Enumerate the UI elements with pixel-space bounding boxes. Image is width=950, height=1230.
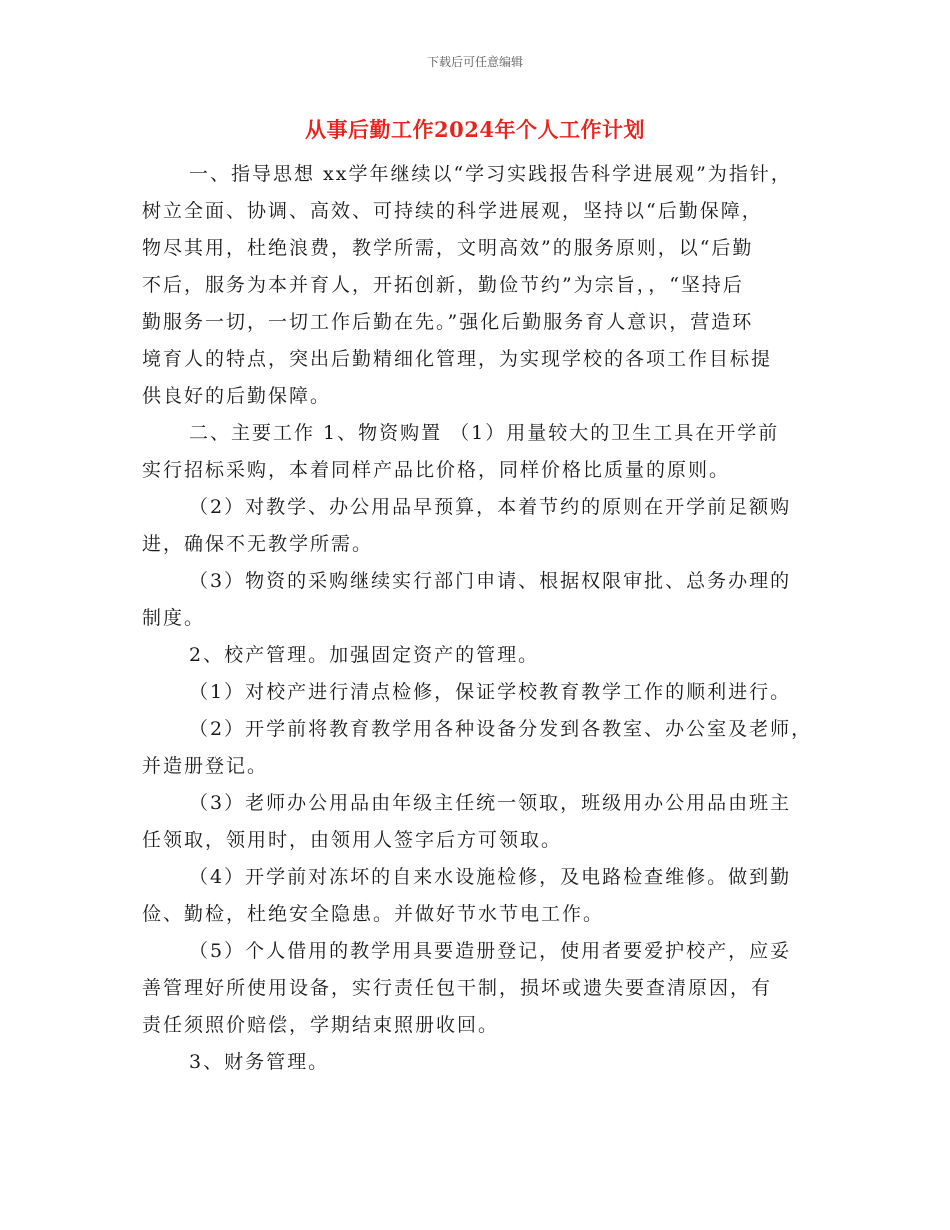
text-line: 勤服务一切，一切工作后勤在先。”强化后勤服务育人意识，营造环 (142, 311, 754, 333)
text-line: 实行招标采购，本着同样产品比价格，同样价格比质量的原则。 (142, 459, 731, 481)
text-line: （3）物资的采购继续实行部门申请、根据权限审批、总务办理的 (189, 570, 792, 592)
text-line: 树立全面、协调、高效、可持续的科学进展观，坚持以“后勤保障， (142, 200, 763, 222)
text-line: 不后，服务为本并育人，开拓创新，勤俭节约”为宗旨，，“坚持后 (142, 274, 744, 296)
text-line: （2）开学前将教育教学用各种设备分发到各教室、办公室及老师， (189, 718, 813, 740)
text-line: 制度。 (142, 607, 206, 629)
text-line: （1）对校产进行清点检修，保证学校教育教学工作的顺利进行。 (189, 681, 792, 703)
document-title: 从事后勤工作2024年个人工作计划 (305, 117, 645, 142)
document-body (142, 156, 832, 1081)
text-line: 2、校产管理。加强固定资产的管理。 (189, 644, 540, 666)
text-line: 二、主要工作 1、物资购置 （1）用量较大的卫生工具在开学前 (189, 422, 780, 444)
text-line: （4）开学前对冻坏的自来水设施检修，及电路检查维修。做到勤 (189, 866, 792, 888)
text-line: 3、财务管理。 (189, 1051, 330, 1073)
text-line: 供良好的后勤保障。 (142, 385, 332, 407)
text-line: 物尽其用，杜绝浪费，教学所需，文明高效”的服务原则，以“后勤 (142, 237, 754, 259)
text-line: （3）老师办公用品由年级主任统一领取，班级用办公用品由班主 (189, 792, 792, 814)
text-line: 任领取，领用时，由领用人签字后方可领取。 (142, 829, 563, 851)
page-header: 下载后可任意编辑 (426, 55, 523, 69)
text-line: 俭、勤检，杜绝安全隐患。并做好节水节电工作。 (142, 903, 605, 925)
text-line: 境育人的特点，突出后勤精细化管理，为实现学校的各项工作目标提 (142, 348, 773, 370)
text-line: 责任须照价赔偿，学期结束照册收回。 (142, 1014, 500, 1036)
text-line: （5）个人借用的教学用具要造册登记，使用者要爱护校产，应妥 (189, 940, 792, 962)
text-line: 进，确保不无教学所需。 (142, 533, 374, 555)
text-line: 一、指导思想 xx学年继续以“学习实践报告科学进展观”为指针， (189, 163, 792, 185)
text-line: （2）对教学、办公用品早预算，本着节约的原则在开学前足额购 (189, 496, 792, 518)
text-line: 善管理好所使用设备，实行责任包干制，损坏或遗失要查清原因，有 (142, 977, 773, 999)
text-line: 并造册登记。 (142, 755, 269, 777)
